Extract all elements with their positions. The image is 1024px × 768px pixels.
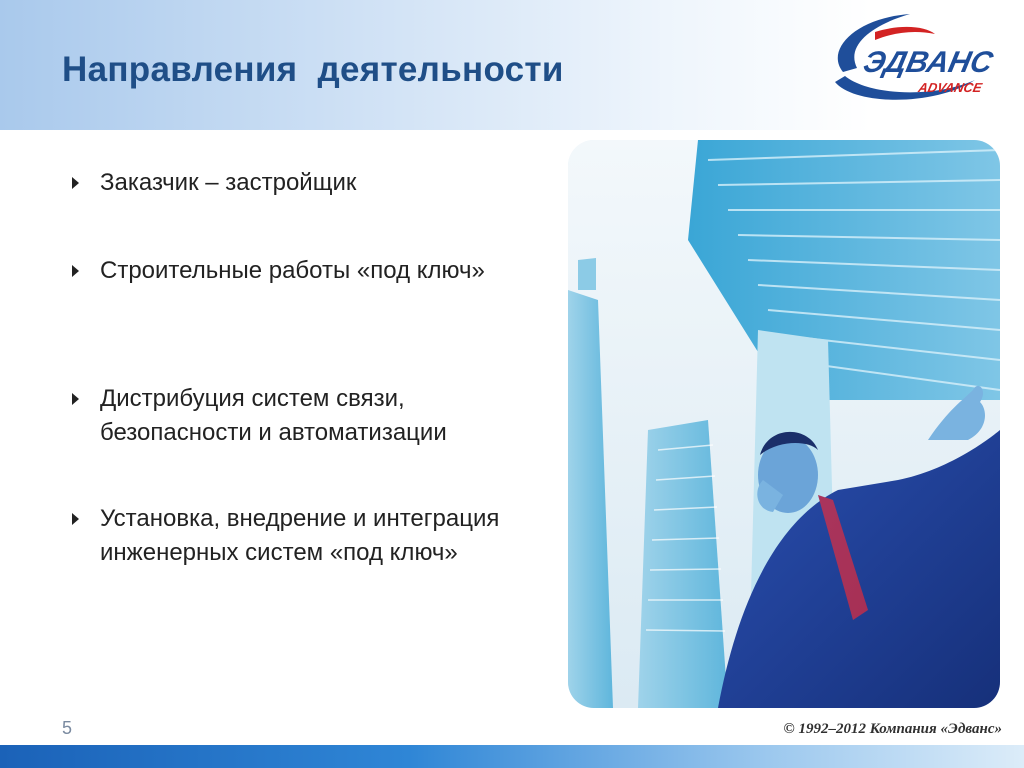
bullet-item <box>70 502 540 570</box>
footer-bar <box>0 745 1024 768</box>
bullet-text: Установка, внедрение и интеграция инженерных систем «под ключ» <box>100 505 500 566</box>
business-man-skyscrapers-image <box>568 140 1000 708</box>
triangle-bullet-icon <box>72 265 79 277</box>
bullet-text: Строительные работы «под ключ» <box>100 257 485 284</box>
copyright-text: © 1992–2012 Компания «Эдванс» <box>783 721 1002 737</box>
bullet-item <box>70 382 540 450</box>
logo-main-text: ЭДВАНС <box>860 46 996 79</box>
logo-sub-text: ADVANCE <box>916 80 984 95</box>
triangle-bullet-icon <box>72 513 79 525</box>
slide-title: Направления деятельности <box>62 50 564 89</box>
triangle-bullet-icon <box>72 393 79 405</box>
bullet-item <box>70 166 356 200</box>
advance-logo <box>815 10 1005 110</box>
bullet-item <box>70 254 485 288</box>
bullet-text: Заказчик – застройщик <box>100 169 357 196</box>
page-number: 5 <box>62 718 73 738</box>
bullet-text: Дистрибуция систем связи, безопасности и автоматизации <box>100 385 447 446</box>
triangle-bullet-icon <box>72 177 79 189</box>
